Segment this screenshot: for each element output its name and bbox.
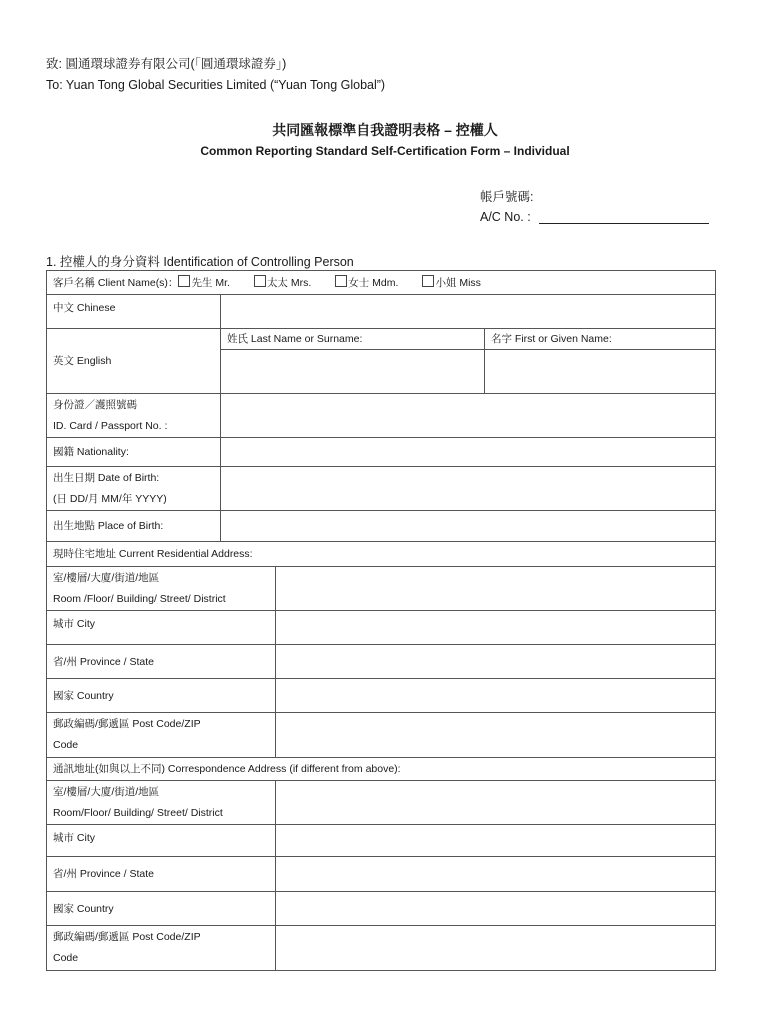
residential-room-row bbox=[47, 567, 716, 611]
client-name-label: 客戶名稱 Client Name(s)： bbox=[53, 276, 179, 289]
form-title-chinese: 共同匯報標準自我證明表格 – 控權人 bbox=[272, 122, 498, 138]
correspondence-country-row bbox=[47, 892, 716, 926]
residential-room-label-english: Room /Floor/ Building/ Street/ District bbox=[53, 592, 226, 605]
residential-country-row bbox=[47, 679, 716, 713]
title-mrs-label: 太太 Mrs. bbox=[266, 276, 312, 289]
first-name-label: 名字 First or Given Name: bbox=[485, 329, 716, 350]
date-of-birth-field[interactable] bbox=[221, 467, 716, 511]
date-of-birth-row bbox=[47, 467, 716, 511]
title-mdm-label: 女士 Mdm. bbox=[348, 276, 399, 289]
residential-province-label: 省/州 Province / State bbox=[47, 645, 276, 679]
correspondence-postcode-row bbox=[47, 926, 716, 971]
nationality-field[interactable] bbox=[221, 438, 716, 467]
section-1-heading: 1. 控權人的身分資料 Identification of Controlling Person bbox=[46, 255, 354, 269]
addressee-chinese: 致: 圓通環球證券有限公司(「圓通環球證券」) bbox=[46, 57, 287, 71]
correspondence-postcode-label-line1: 郵政編碼/郵遞區 Post Code/ZIP bbox=[53, 931, 201, 943]
correspondence-postcode-label-line2: Code bbox=[53, 952, 79, 964]
title-mr-label: 先生 Mr. bbox=[191, 276, 230, 289]
correspondence-city-field[interactable] bbox=[276, 825, 716, 857]
id-number-field[interactable] bbox=[221, 394, 716, 438]
account-number-row bbox=[480, 210, 709, 224]
residential-room-label bbox=[47, 567, 276, 611]
correspondence-room-label-chinese: 室/樓層/大廈/街道/地區 bbox=[53, 785, 160, 798]
residential-city-row bbox=[47, 611, 716, 645]
residential-postcode-row bbox=[47, 713, 716, 758]
residential-room-field[interactable] bbox=[276, 567, 716, 611]
residential-province-field[interactable] bbox=[276, 645, 716, 679]
residential-city-field[interactable] bbox=[276, 611, 716, 645]
correspondence-province-field[interactable] bbox=[276, 857, 716, 892]
correspondence-province-label: 省/州 Province / State bbox=[47, 857, 276, 892]
date-of-birth-label bbox=[47, 467, 221, 511]
residential-country-field[interactable] bbox=[276, 679, 716, 713]
residential-postcode-label-line2: Code bbox=[53, 739, 79, 751]
last-name-label: 姓氏 Last Name or Surname: bbox=[221, 329, 485, 350]
client-name-row bbox=[47, 271, 716, 295]
correspondence-postcode-field[interactable] bbox=[276, 926, 716, 971]
residential-room-label-chinese: 室/樓層/大廈/街道/地區 bbox=[53, 571, 160, 584]
addressee-english: To: Yuan Tong Global Securities Limited (“Yuan Tong Global”) bbox=[46, 78, 386, 92]
place-of-birth-label: 出生地點 Place of Birth: bbox=[47, 511, 221, 542]
nationality-label: 國籍 Nationality: bbox=[47, 438, 221, 467]
last-name-field[interactable] bbox=[221, 350, 485, 394]
account-label-chinese: 帳戶號碼: bbox=[480, 190, 534, 204]
correspondence-postcode-label bbox=[47, 926, 276, 971]
id-number-label-english: ID. Card / Passport No. : bbox=[53, 419, 168, 432]
place-of-birth-field[interactable] bbox=[221, 511, 716, 542]
checkbox-mrs[interactable] bbox=[254, 275, 266, 287]
correspondence-room-label bbox=[47, 781, 276, 825]
residential-address-header-row bbox=[47, 542, 716, 567]
title-miss-label: 小姐 Miss bbox=[435, 276, 481, 289]
residential-city-label: 城市 City bbox=[47, 611, 276, 645]
title-option-mdm[interactable] bbox=[335, 277, 398, 289]
first-name-field[interactable] bbox=[485, 350, 716, 394]
identification-table bbox=[46, 270, 716, 971]
date-of-birth-label-text: 出生日期 Date of Birth: bbox=[53, 471, 160, 484]
correspondence-city-label: 城市 City bbox=[47, 825, 276, 857]
correspondence-country-label: 國家 Country bbox=[47, 892, 276, 926]
place-of-birth-row bbox=[47, 511, 716, 542]
account-number-field[interactable] bbox=[539, 211, 709, 224]
correspondence-city-row bbox=[47, 825, 716, 857]
id-number-label bbox=[47, 394, 221, 438]
residential-province-row bbox=[47, 645, 716, 679]
chinese-name-field[interactable] bbox=[221, 295, 716, 329]
chinese-name-row bbox=[47, 295, 716, 329]
english-name-label: 英文 English bbox=[47, 329, 221, 394]
residential-postcode-field[interactable] bbox=[276, 713, 716, 758]
id-number-row bbox=[47, 394, 716, 438]
title-option-mr[interactable] bbox=[178, 277, 230, 289]
correspondence-address-header-row bbox=[47, 758, 716, 781]
residential-address-header: 現時住宅地址 Current Residential Address: bbox=[47, 542, 716, 567]
correspondence-room-label-english: Room/Floor/ Building/ Street/ District bbox=[53, 806, 223, 819]
residential-postcode-label bbox=[47, 713, 276, 758]
correspondence-province-row bbox=[47, 857, 716, 892]
form-title-english: Common Reporting Standard Self-Certification Form – Individual bbox=[200, 144, 570, 158]
correspondence-address-header: 通訊地址(如與以上不同) Correspondence Address (if different from above): bbox=[47, 758, 716, 781]
title-option-mrs[interactable] bbox=[254, 277, 311, 289]
client-name-cell bbox=[47, 271, 716, 295]
id-number-label-chinese: 身份證／護照號碼 bbox=[53, 398, 137, 411]
chinese-name-label: 中文 Chinese bbox=[47, 295, 221, 329]
checkbox-miss[interactable] bbox=[422, 275, 434, 287]
english-name-header-row bbox=[47, 329, 716, 350]
residential-country-label: 國家 Country bbox=[47, 679, 276, 713]
title-option-miss[interactable] bbox=[422, 277, 481, 289]
correspondence-country-field[interactable] bbox=[276, 892, 716, 926]
correspondence-room-row bbox=[47, 781, 716, 825]
nationality-row bbox=[47, 438, 716, 467]
checkbox-mdm[interactable] bbox=[335, 275, 347, 287]
residential-postcode-label-line1: 郵政編碼/郵遞區 Post Code/ZIP bbox=[53, 718, 201, 730]
date-of-birth-format: (日 DD/月 MM/年 YYYY) bbox=[53, 492, 167, 505]
correspondence-room-field[interactable] bbox=[276, 781, 716, 825]
account-label-english: A/C No. : bbox=[480, 210, 531, 224]
checkbox-mr[interactable] bbox=[178, 275, 190, 287]
